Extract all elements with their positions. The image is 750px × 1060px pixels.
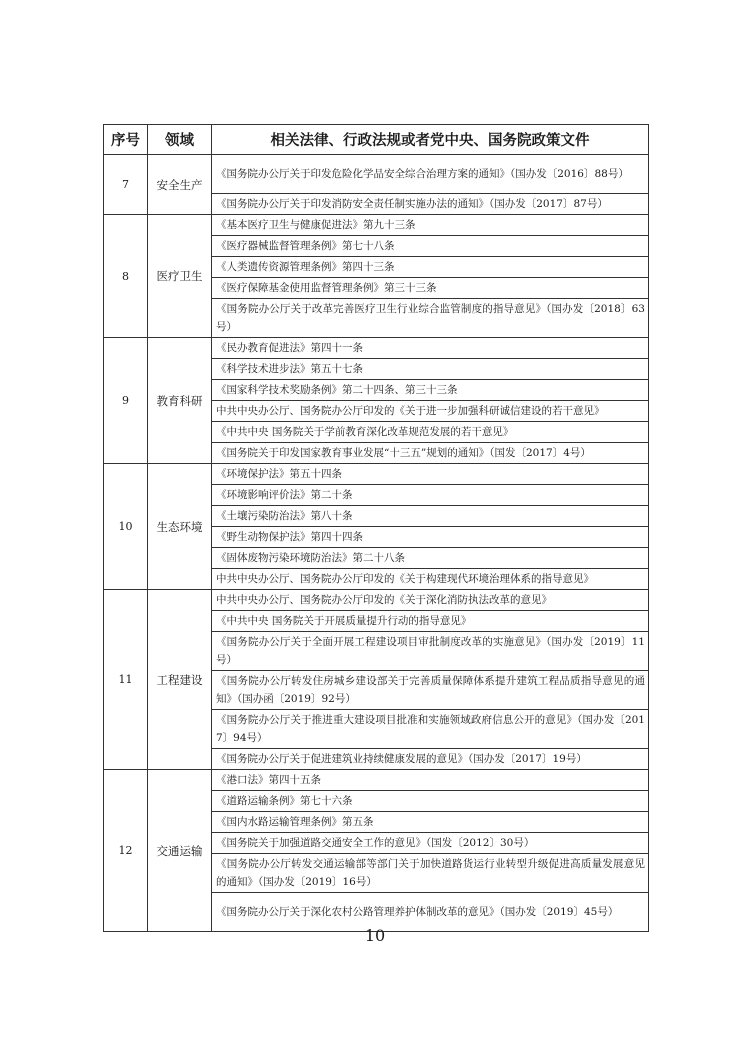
table-row: [104, 215, 649, 236]
field-cell: 工程建设: [148, 590, 212, 770]
serial-number-cell: 9: [104, 338, 148, 464]
document-cell: 《土壤污染防治法》第八十条: [212, 506, 649, 527]
table-row: [104, 464, 649, 485]
page-number: 10: [364, 926, 386, 945]
document-cell: 《国务院关于加强道路交通安全工作的意见》（国发〔2012〕30号）: [212, 833, 649, 854]
document-cell: 《国务院关于印发国家教育事业发展“十三五”规划的通知》（国发〔2017〕4号）: [212, 443, 649, 464]
serial-number-cell: 10: [104, 464, 148, 590]
document-cell: 《医疗保障基金使用监督管理条例》第三十三条: [212, 278, 649, 299]
regulations-table: [103, 124, 649, 932]
document-cell: 《国务院办公厅关于印发消防安全责任制实施办法的通知》（国办发〔2017〕87号）: [212, 194, 649, 215]
document-cell: 《国务院办公厅转发交通运输部等部门关于加快道路货运行业转型升级促进高质量发展意见的通知》（国办发〔2019〕16号）: [212, 854, 649, 893]
document-cell: 《环境影响评价法》第二十条: [212, 485, 649, 506]
field-cell: 医疗卫生: [148, 215, 212, 338]
serial-number-cell: 8: [104, 215, 148, 338]
table-row: [104, 590, 649, 611]
document-cell: 《国务院办公厅关于印发危险化学品安全综合治理方案的通知》（国办发〔2016〕88号）: [212, 155, 649, 194]
field-cell: 交通运输: [148, 770, 212, 932]
document-cell: 《国务院办公厅关于改革完善医疗卫生行业综合监管制度的指导意见》（国办发〔2018〕63号）: [212, 299, 649, 338]
document-cell: 《国务院办公厅关于全面开展工程建设项目审批制度改革的实施意见》（国办发〔2019〕11号）: [212, 632, 649, 671]
serial-number-cell: 12: [104, 770, 148, 932]
field-cell: 教育科研: [148, 338, 212, 464]
table-row: [104, 155, 649, 194]
header-documents: 相关法律、行政法规或者党中央、国务院政策文件: [212, 125, 649, 155]
header-serial: 序号: [104, 125, 148, 155]
table-header-row: [104, 125, 649, 155]
document-cell: 《中共中央 国务院关于开展质量提升行动的指导意见》: [212, 611, 649, 632]
document-cell: 《道路运输条例》第七十六条: [212, 791, 649, 812]
field-cell: 生态环境: [148, 464, 212, 590]
table-row: [104, 770, 649, 791]
document-cell: 《民办教育促进法》第四十一条: [212, 338, 649, 359]
document-cell: 《国务院办公厅关于促进建筑业持续健康发展的意见》（国办发〔2017〕19号）: [212, 749, 649, 770]
document-cell: 中共中央办公厅、国务院办公厅印发的《关于进一步加强科研诚信建设的若干意见》: [212, 401, 649, 422]
document-cell: 中共中央办公厅、国务院办公厅印发的《关于深化消防执法改革的意见》: [212, 590, 649, 611]
document-cell: 《野生动物保护法》第四十四条: [212, 527, 649, 548]
document-cell: 《国内水路运输管理条例》第五条: [212, 812, 649, 833]
header-field: 领域: [148, 125, 212, 155]
document-cell: 《医疗器械监督管理条例》第七十八条: [212, 236, 649, 257]
document-cell: 《国务院办公厅转发住房城乡建设部关于完善质量保障体系提升建筑工程品质指导意见的通知》（国办函〔2019〕92号）: [212, 671, 649, 710]
document-cell: 《基本医疗卫生与健康促进法》第九十三条: [212, 215, 649, 236]
document-cell: 《人类遗传资源管理条例》第四十三条: [212, 257, 649, 278]
serial-number-cell: 11: [104, 590, 148, 770]
document-cell: 《国务院办公厅关于深化农村公路管理养护体制改革的意见》（国办发〔2019〕45号）: [212, 893, 649, 932]
document-cell: 《国家科学技术奖励条例》第二十四条、第三十三条: [212, 380, 649, 401]
document-cell: 《中共中央 国务院关于学前教育深化改革规范发展的若干意见》: [212, 422, 649, 443]
field-cell: 安全生产: [148, 155, 212, 215]
table-row: [104, 338, 649, 359]
document-cell: 《环境保护法》第五十四条: [212, 464, 649, 485]
document-cell: 《港口法》第四十五条: [212, 770, 649, 791]
document-cell: 中共中央办公厅、国务院办公厅印发的《关于构建现代环境治理体系的指导意见》: [212, 569, 649, 590]
serial-number-cell: 7: [104, 155, 148, 215]
document-cell: 《国务院办公厅关于推进重大建设项目批准和实施领域政府信息公开的意见》（国办发〔2017〕94号）: [212, 710, 649, 749]
document-cell: 《固体废物污染环境防治法》第二十八条: [212, 548, 649, 569]
document-cell: 《科学技术进步法》第五十七条: [212, 359, 649, 380]
